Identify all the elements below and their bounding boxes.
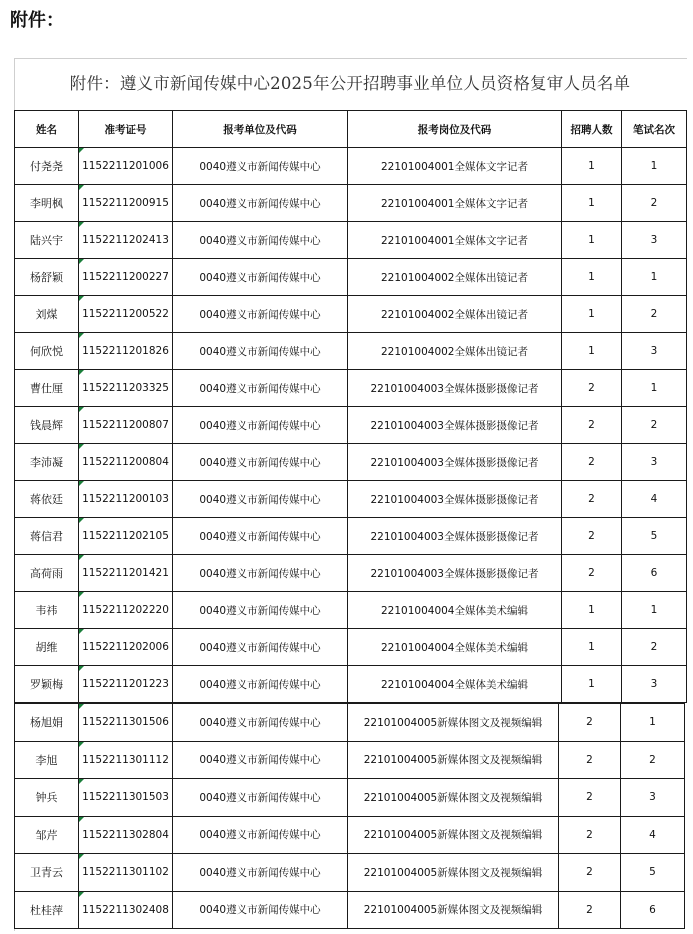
table-row [15, 891, 685, 929]
cell-post: 22101004005新媒体图文及视频编辑 [348, 704, 559, 742]
cell-unit: 0040遵义市新闻传媒中心 [173, 741, 348, 779]
table-row [15, 518, 687, 555]
cell-post: 22101004002全媒体出镜记者 [348, 259, 562, 296]
cell-post: 22101004003全媒体摄影摄像记者 [348, 444, 562, 481]
col-header-rank: 笔试名次 [622, 111, 687, 148]
col-header-exam-id: 准考证号 [79, 111, 173, 148]
cell-exam-id: 1152211202220 [79, 592, 173, 629]
cell-exam-id: 1152211302804 [79, 816, 173, 854]
cell-quota: 2 [562, 407, 622, 444]
cell-rank: 1 [621, 704, 685, 742]
cell-exam-id: 1152211200915 [79, 185, 173, 222]
cell-rank: 1 [622, 370, 687, 407]
cell-rank: 2 [622, 185, 687, 222]
cell-quota: 1 [562, 333, 622, 370]
table-row [15, 370, 687, 407]
cell-quota: 2 [559, 816, 621, 854]
cell-name: 李旭 [15, 741, 79, 779]
table-row [15, 816, 685, 854]
cell-unit: 0040遵义市新闻传媒中心 [173, 592, 348, 629]
cell-unit: 0040遵义市新闻传媒中心 [173, 854, 348, 892]
cell-rank: 6 [621, 891, 685, 929]
cell-quota: 2 [562, 481, 622, 518]
cell-quota: 1 [562, 259, 622, 296]
cell-rank: 2 [622, 296, 687, 333]
cell-exam-id: 1152211202105 [79, 518, 173, 555]
cell-name: 李明枫 [15, 185, 79, 222]
cell-name: 蒋信君 [15, 518, 79, 555]
cell-quota: 1 [562, 592, 622, 629]
table-row [15, 666, 687, 703]
cell-unit: 0040遵义市新闻传媒中心 [173, 666, 348, 703]
cell-name: 钱晨辉 [15, 407, 79, 444]
cell-unit: 0040遵义市新闻传媒中心 [173, 407, 348, 444]
cell-name: 曹仕厘 [15, 370, 79, 407]
candidate-table-part-2 [14, 703, 685, 929]
cell-quota: 2 [559, 891, 621, 929]
cell-post: 22101004005新媒体图文及视频编辑 [348, 741, 559, 779]
cell-post: 22101004004全媒体美术编辑 [348, 592, 562, 629]
cell-exam-id: 1152211200103 [79, 481, 173, 518]
cell-rank: 4 [622, 481, 687, 518]
cell-post: 22101004002全媒体出镜记者 [348, 333, 562, 370]
cell-name: 卫青云 [15, 854, 79, 892]
table-row [15, 185, 687, 222]
cell-post: 22101004003全媒体摄影摄像记者 [348, 518, 562, 555]
table-row [15, 555, 687, 592]
cell-name: 蒋依廷 [15, 481, 79, 518]
table-row [15, 704, 685, 742]
cell-exam-id: 1152211301506 [79, 704, 173, 742]
table-row [15, 481, 687, 518]
col-header-quota: 招聘人数 [562, 111, 622, 148]
table-row [15, 259, 687, 296]
cell-quota: 1 [562, 148, 622, 185]
cell-quota: 1 [562, 185, 622, 222]
candidate-table-part-1 [14, 110, 687, 703]
cell-rank: 4 [621, 816, 685, 854]
cell-post: 22101004004全媒体美术编辑 [348, 666, 562, 703]
cell-rank: 2 [622, 407, 687, 444]
cell-unit: 0040遵义市新闻传媒中心 [173, 148, 348, 185]
document-title: 附件：遵义市新闻传媒中心2025年公开招聘事业单位人员资格复审人员名单 [69, 74, 631, 93]
cell-exam-id: 1152211200227 [79, 259, 173, 296]
cell-quota: 2 [559, 779, 621, 817]
cell-exam-id: 1152211201421 [79, 555, 173, 592]
table-row [15, 407, 687, 444]
table-row [15, 333, 687, 370]
cell-rank: 2 [621, 741, 685, 779]
cell-quota: 1 [562, 666, 622, 703]
cell-name: 李沛凝 [15, 444, 79, 481]
cell-quota: 2 [562, 555, 622, 592]
cell-name: 杨旭娟 [15, 704, 79, 742]
cell-exam-id: 1152211301102 [79, 854, 173, 892]
cell-unit: 0040遵义市新闻传媒中心 [173, 444, 348, 481]
cell-rank: 6 [622, 555, 687, 592]
cell-exam-id: 1152211202006 [79, 629, 173, 666]
cell-post: 22101004005新媒体图文及视频编辑 [348, 816, 559, 854]
cell-quota: 1 [562, 296, 622, 333]
cell-exam-id: 1152211200807 [79, 407, 173, 444]
cell-rank: 5 [622, 518, 687, 555]
cell-unit: 0040遵义市新闻传媒中心 [173, 222, 348, 259]
cell-name: 何欣悦 [15, 333, 79, 370]
table-header-row [15, 111, 687, 148]
attachment-label: 附件： [10, 10, 64, 31]
cell-rank: 1 [622, 148, 687, 185]
table-row [15, 741, 685, 779]
cell-name: 高荷雨 [15, 555, 79, 592]
table-row [15, 779, 685, 817]
cell-unit: 0040遵义市新闻传媒中心 [173, 259, 348, 296]
cell-post: 22101004005新媒体图文及视频编辑 [348, 891, 559, 929]
table-row [15, 222, 687, 259]
cell-rank: 3 [622, 666, 687, 703]
cell-quota: 2 [562, 518, 622, 555]
cell-unit: 0040遵义市新闻传媒中心 [173, 518, 348, 555]
cell-name: 胡维 [15, 629, 79, 666]
col-header-post: 报考岗位及代码 [348, 111, 562, 148]
cell-quota: 1 [562, 629, 622, 666]
cell-rank: 3 [622, 333, 687, 370]
cell-unit: 0040遵义市新闻传媒中心 [173, 333, 348, 370]
cell-post: 22101004005新媒体图文及视频编辑 [348, 779, 559, 817]
cell-name: 罗颖梅 [15, 666, 79, 703]
cell-unit: 0040遵义市新闻传媒中心 [173, 779, 348, 817]
cell-exam-id: 1152211301503 [79, 779, 173, 817]
cell-name: 付尧尧 [15, 148, 79, 185]
cell-rank: 3 [622, 444, 687, 481]
cell-unit: 0040遵义市新闻传媒中心 [173, 370, 348, 407]
cell-post: 22101004003全媒体摄影摄像记者 [348, 555, 562, 592]
cell-name: 陆兴宇 [15, 222, 79, 259]
cell-post: 22101004001全媒体文字记者 [348, 185, 562, 222]
cell-rank: 5 [621, 854, 685, 892]
cell-post: 22101004005新媒体图文及视频编辑 [348, 854, 559, 892]
cell-unit: 0040遵义市新闻传媒中心 [173, 185, 348, 222]
cell-quota: 2 [559, 704, 621, 742]
cell-rank: 3 [622, 222, 687, 259]
cell-unit: 0040遵义市新闻传媒中心 [173, 816, 348, 854]
table-row [15, 148, 687, 185]
cell-exam-id: 1152211203325 [79, 370, 173, 407]
cell-post: 22101004004全媒体美术编辑 [348, 629, 562, 666]
table-row [15, 854, 685, 892]
cell-unit: 0040遵义市新闻传媒中心 [173, 296, 348, 333]
cell-rank: 3 [621, 779, 685, 817]
cell-post: 22101004003全媒体摄影摄像记者 [348, 370, 562, 407]
cell-post: 22101004002全媒体出镜记者 [348, 296, 562, 333]
cell-rank: 2 [622, 629, 687, 666]
cell-exam-id: 1152211302408 [79, 891, 173, 929]
cell-exam-id: 1152211301112 [79, 741, 173, 779]
cell-quota: 1 [562, 222, 622, 259]
cell-post: 22101004001全媒体文字记者 [348, 148, 562, 185]
cell-post: 22101004003全媒体摄影摄像记者 [348, 481, 562, 518]
cell-exam-id: 1152211201006 [79, 148, 173, 185]
cell-unit: 0040遵义市新闻传媒中心 [173, 481, 348, 518]
col-header-name: 姓名 [15, 111, 79, 148]
cell-unit: 0040遵义市新闻传媒中心 [173, 555, 348, 592]
cell-unit: 0040遵义市新闻传媒中心 [173, 891, 348, 929]
table-row [15, 629, 687, 666]
cell-exam-id: 1152211200522 [79, 296, 173, 333]
cell-unit: 0040遵义市新闻传媒中心 [173, 629, 348, 666]
cell-name: 钟兵 [15, 779, 79, 817]
table-row [15, 592, 687, 629]
cell-unit: 0040遵义市新闻传媒中心 [173, 704, 348, 742]
cell-name: 杜桂萍 [15, 891, 79, 929]
cell-exam-id: 1152211202413 [79, 222, 173, 259]
cell-post: 22101004001全媒体文字记者 [348, 222, 562, 259]
cell-name: 邹芹 [15, 816, 79, 854]
cell-post: 22101004003全媒体摄影摄像记者 [348, 407, 562, 444]
cell-name: 杨舒颖 [15, 259, 79, 296]
cell-quota: 2 [559, 854, 621, 892]
cell-quota: 2 [562, 370, 622, 407]
cell-exam-id: 1152211201826 [79, 333, 173, 370]
cell-exam-id: 1152211200804 [79, 444, 173, 481]
table-row [15, 296, 687, 333]
cell-name: 韦祎 [15, 592, 79, 629]
col-header-unit: 报考单位及代码 [173, 111, 348, 148]
cell-name: 刘煤 [15, 296, 79, 333]
cell-rank: 1 [622, 592, 687, 629]
cell-exam-id: 1152211201223 [79, 666, 173, 703]
cell-quota: 2 [559, 741, 621, 779]
table-row [15, 444, 687, 481]
cell-rank: 1 [622, 259, 687, 296]
cell-quota: 2 [562, 444, 622, 481]
